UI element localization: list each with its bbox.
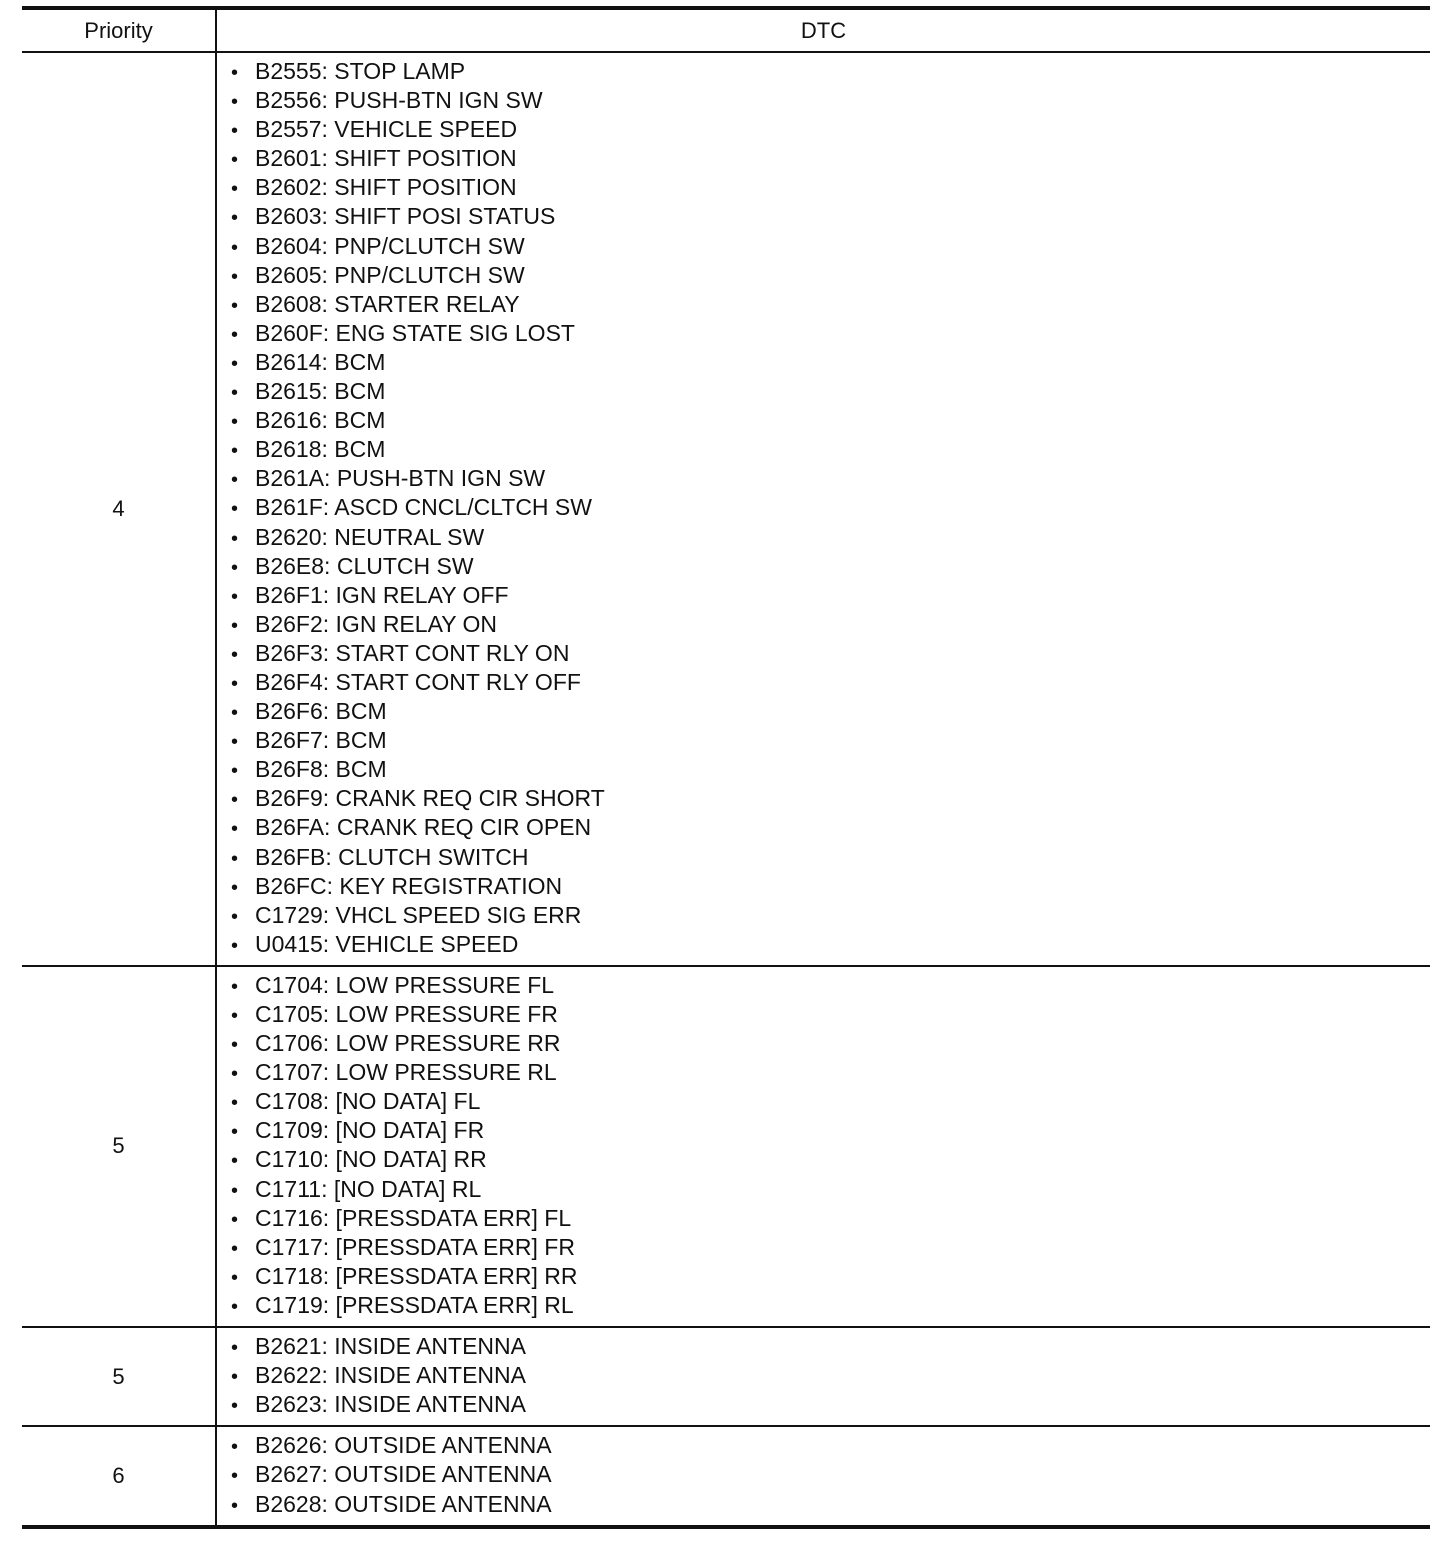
bullet-icon: •	[231, 847, 239, 870]
list-item	[217, 784, 1430, 813]
list-item	[217, 930, 1430, 959]
dtc-entry-text: B2601: SHIFT POSITION	[255, 145, 517, 172]
dtc-entry-text: B26E8: CLUTCH SW	[255, 552, 474, 579]
list-item	[217, 1175, 1430, 1204]
list-item	[217, 1233, 1430, 1262]
bullet-icon: •	[231, 1121, 239, 1144]
dtc-cell	[216, 966, 1430, 1327]
dtc-entry-text: B26F2: IGN RELAY ON	[255, 610, 498, 637]
list-item	[217, 1390, 1430, 1419]
dtc-entry-text: B261F: ASCD CNCL/CLTCH SW	[255, 494, 592, 521]
priority-cell: 5	[22, 966, 216, 1327]
list-item	[217, 726, 1430, 755]
dtc-entry-text: B2616: BCM	[255, 407, 386, 434]
bullet-icon: •	[231, 975, 239, 998]
bullet-icon: •	[231, 1237, 239, 1260]
list-item	[217, 115, 1430, 144]
bullet-icon: •	[231, 1266, 239, 1289]
dtc-entry-text: B2621: INSIDE ANTENNA	[255, 1333, 526, 1360]
dtc-entry-text: C1718: [PRESSDATA ERR] RR	[255, 1262, 578, 1289]
dtc-entry-text: B2603: SHIFT POSI STATUS	[255, 203, 556, 230]
header-row	[22, 8, 1430, 52]
list-item	[217, 464, 1430, 493]
list-item	[217, 232, 1430, 261]
priority-cell: 5	[22, 1327, 216, 1426]
dtc-cell	[216, 1426, 1430, 1526]
dtc-cell	[216, 1327, 1430, 1426]
list-item	[217, 86, 1430, 115]
bullet-icon: •	[231, 411, 239, 434]
dtc-entry-text: B261A: PUSH-BTN IGN SW	[255, 465, 546, 492]
dtc-entry-text: C1717: [PRESSDATA ERR] FR	[255, 1233, 575, 1260]
bullet-icon: •	[231, 1295, 239, 1318]
dtc-entry-text: B2622: INSIDE ANTENNA	[255, 1362, 526, 1389]
bullet-icon: •	[231, 1465, 239, 1488]
dtc-entry-text: C1716: [PRESSDATA ERR] FL	[255, 1204, 572, 1231]
list-item	[217, 1087, 1430, 1116]
list-item	[217, 1332, 1430, 1361]
bullet-icon: •	[231, 702, 239, 725]
dtc-entry-text: C1709: [NO DATA] FR	[255, 1117, 485, 1144]
list-item	[217, 523, 1430, 552]
dtc-entry-text: C1729: VHCL SPEED SIG ERR	[255, 901, 582, 928]
table-header	[22, 8, 1430, 52]
table-row	[22, 966, 1430, 1327]
list-item	[217, 348, 1430, 377]
bullet-icon: •	[231, 1494, 239, 1517]
bullet-icon: •	[231, 1436, 239, 1459]
dtc-list	[217, 967, 1430, 1326]
dtc-entry-text: C1708: [NO DATA] FL	[255, 1088, 481, 1115]
dtc-entry-text: C1710: [NO DATA] RR	[255, 1146, 487, 1173]
bullet-icon: •	[231, 91, 239, 114]
bullet-icon: •	[231, 585, 239, 608]
list-item	[217, 552, 1430, 581]
dtc-column-header: DTC	[216, 8, 1430, 52]
list-item	[217, 202, 1430, 231]
bullet-icon: •	[231, 527, 239, 550]
dtc-entry-text: B2618: BCM	[255, 436, 386, 463]
dtc-entry-text: B2556: PUSH-BTN IGN SW	[255, 87, 543, 114]
dtc-entry-text: B2604: PNP/CLUTCH SW	[255, 232, 525, 259]
priority-column-header: Priority	[22, 8, 216, 52]
dtc-cell	[216, 52, 1430, 966]
bullet-icon: •	[231, 62, 239, 84]
list-item	[217, 1361, 1430, 1390]
list-item	[217, 406, 1430, 435]
list-item	[217, 1262, 1430, 1291]
dtc-entry-text: C1705: LOW PRESSURE FR	[255, 1001, 558, 1027]
bullet-icon: •	[231, 1337, 239, 1360]
list-item	[217, 1291, 1430, 1320]
dtc-entry-text: B26F3: START CONT RLY ON	[255, 639, 570, 666]
list-item	[217, 435, 1430, 464]
bullet-icon: •	[231, 120, 239, 143]
bullet-icon: •	[231, 876, 239, 899]
bullet-icon: •	[231, 1395, 239, 1418]
table-row	[22, 1327, 1430, 1426]
bullet-icon: •	[231, 1150, 239, 1173]
dtc-entry-text: B2627: OUTSIDE ANTENNA	[255, 1461, 552, 1488]
bullet-icon: •	[231, 382, 239, 405]
list-item	[217, 290, 1430, 319]
bullet-icon: •	[231, 905, 239, 928]
list-item	[217, 1000, 1430, 1029]
dtc-entry-text: B26F7: BCM	[255, 727, 387, 754]
bullet-icon: •	[231, 498, 239, 521]
dtc-entry-text: B26FA: CRANK REQ CIR OPEN	[255, 814, 592, 841]
dtc-entry-text: B26F9: CRANK REQ CIR SHORT	[255, 785, 605, 812]
bullet-icon: •	[231, 934, 239, 957]
bullet-icon: •	[231, 323, 239, 346]
priority-cell: 4	[22, 52, 216, 966]
bullet-icon: •	[231, 731, 239, 754]
dtc-priority-table	[22, 6, 1430, 1529]
bullet-icon: •	[231, 440, 239, 463]
dtc-entry-text: B26F6: BCM	[255, 698, 387, 725]
bullet-icon: •	[231, 556, 239, 579]
dtc-entry-text: C1719: [PRESSDATA ERR] RL	[255, 1291, 574, 1318]
dtc-entry-text: B2602: SHIFT POSITION	[255, 174, 517, 201]
dtc-entry-text: B2605: PNP/CLUTCH SW	[255, 261, 525, 288]
list-item	[217, 319, 1430, 348]
dtc-entry-text: B26FB: CLUTCH SWITCH	[255, 843, 529, 870]
bullet-icon: •	[231, 294, 239, 317]
list-item	[217, 843, 1430, 872]
dtc-entry-text: B2628: OUTSIDE ANTENNA	[255, 1490, 552, 1517]
dtc-entry-text: C1704: LOW PRESSURE FL	[255, 971, 555, 998]
list-item	[217, 697, 1430, 726]
bullet-icon: •	[231, 1366, 239, 1389]
bullet-icon: •	[231, 149, 239, 172]
list-item	[217, 610, 1430, 639]
list-item	[217, 755, 1430, 784]
bullet-icon: •	[231, 760, 239, 783]
bullet-icon: •	[231, 265, 239, 288]
list-item	[217, 1490, 1430, 1519]
dtc-entry-text: B2614: BCM	[255, 348, 386, 375]
list-item	[217, 261, 1430, 290]
bullet-icon: •	[231, 1208, 239, 1231]
list-item	[217, 1116, 1430, 1145]
table-body	[22, 52, 1430, 1527]
list-item	[217, 377, 1430, 406]
list-item	[217, 1204, 1430, 1233]
list-item	[217, 1431, 1430, 1460]
dtc-entry-text: B26FC: KEY REGISTRATION	[255, 872, 563, 899]
dtc-entry-text: B2615: BCM	[255, 378, 386, 405]
dtc-entry-text: U0415: VEHICLE SPEED	[255, 930, 519, 957]
dtc-entry-text: B2557: VEHICLE SPEED	[255, 116, 518, 143]
list-item	[217, 901, 1430, 930]
dtc-entry-text: B26F8: BCM	[255, 756, 387, 783]
list-item	[217, 581, 1430, 610]
list-item	[217, 1145, 1430, 1174]
list-item	[217, 872, 1430, 901]
list-item	[217, 1029, 1430, 1058]
dtc-entry-text: B2555: STOP LAMP	[255, 58, 466, 84]
bullet-icon: •	[231, 178, 239, 201]
list-item	[217, 173, 1430, 202]
bullet-icon: •	[231, 643, 239, 666]
dtc-entry-text: C1706: LOW PRESSURE RR	[255, 1030, 561, 1057]
dtc-entry-text: C1711: [NO DATA] RL	[255, 1175, 482, 1202]
bullet-icon: •	[231, 1063, 239, 1086]
dtc-entry-text: B26F1: IGN RELAY OFF	[255, 581, 509, 608]
bullet-icon: •	[231, 614, 239, 637]
bullet-icon: •	[231, 352, 239, 375]
list-item	[217, 668, 1430, 697]
bullet-icon: •	[231, 789, 239, 812]
list-item	[217, 144, 1430, 173]
dtc-entry-text: C1707: LOW PRESSURE RL	[255, 1059, 557, 1086]
list-item	[217, 1460, 1430, 1489]
dtc-entry-text: B2626: OUTSIDE ANTENNA	[255, 1432, 552, 1459]
dtc-list	[217, 1427, 1430, 1524]
bullet-icon: •	[231, 818, 239, 841]
table-row	[22, 1426, 1430, 1526]
bullet-icon: •	[231, 1179, 239, 1202]
list-item	[217, 971, 1430, 1000]
dtc-list	[217, 1328, 1430, 1425]
bullet-icon: •	[231, 469, 239, 492]
dtc-entry-text: B26F4: START CONT RLY OFF	[255, 668, 581, 695]
dtc-entry-text: B2620: NEUTRAL SW	[255, 523, 485, 550]
bullet-icon: •	[231, 1092, 239, 1115]
dtc-entry-text: B2623: INSIDE ANTENNA	[255, 1391, 526, 1418]
dtc-entry-text: B2608: STARTER RELAY	[255, 290, 520, 317]
bullet-icon: •	[231, 236, 239, 259]
list-item	[217, 1058, 1430, 1087]
list-item	[217, 493, 1430, 522]
priority-cell: 6	[22, 1426, 216, 1526]
bullet-icon: •	[231, 672, 239, 695]
table-row	[22, 52, 1430, 966]
bullet-icon: •	[231, 1005, 239, 1027]
list-item	[217, 813, 1430, 842]
list-item	[217, 639, 1430, 668]
bullet-icon: •	[231, 207, 239, 230]
bullet-icon: •	[231, 1034, 239, 1057]
list-item	[217, 57, 1430, 86]
dtc-entry-text: B260F: ENG STATE SIG LOST	[255, 319, 575, 346]
dtc-list	[217, 53, 1430, 965]
